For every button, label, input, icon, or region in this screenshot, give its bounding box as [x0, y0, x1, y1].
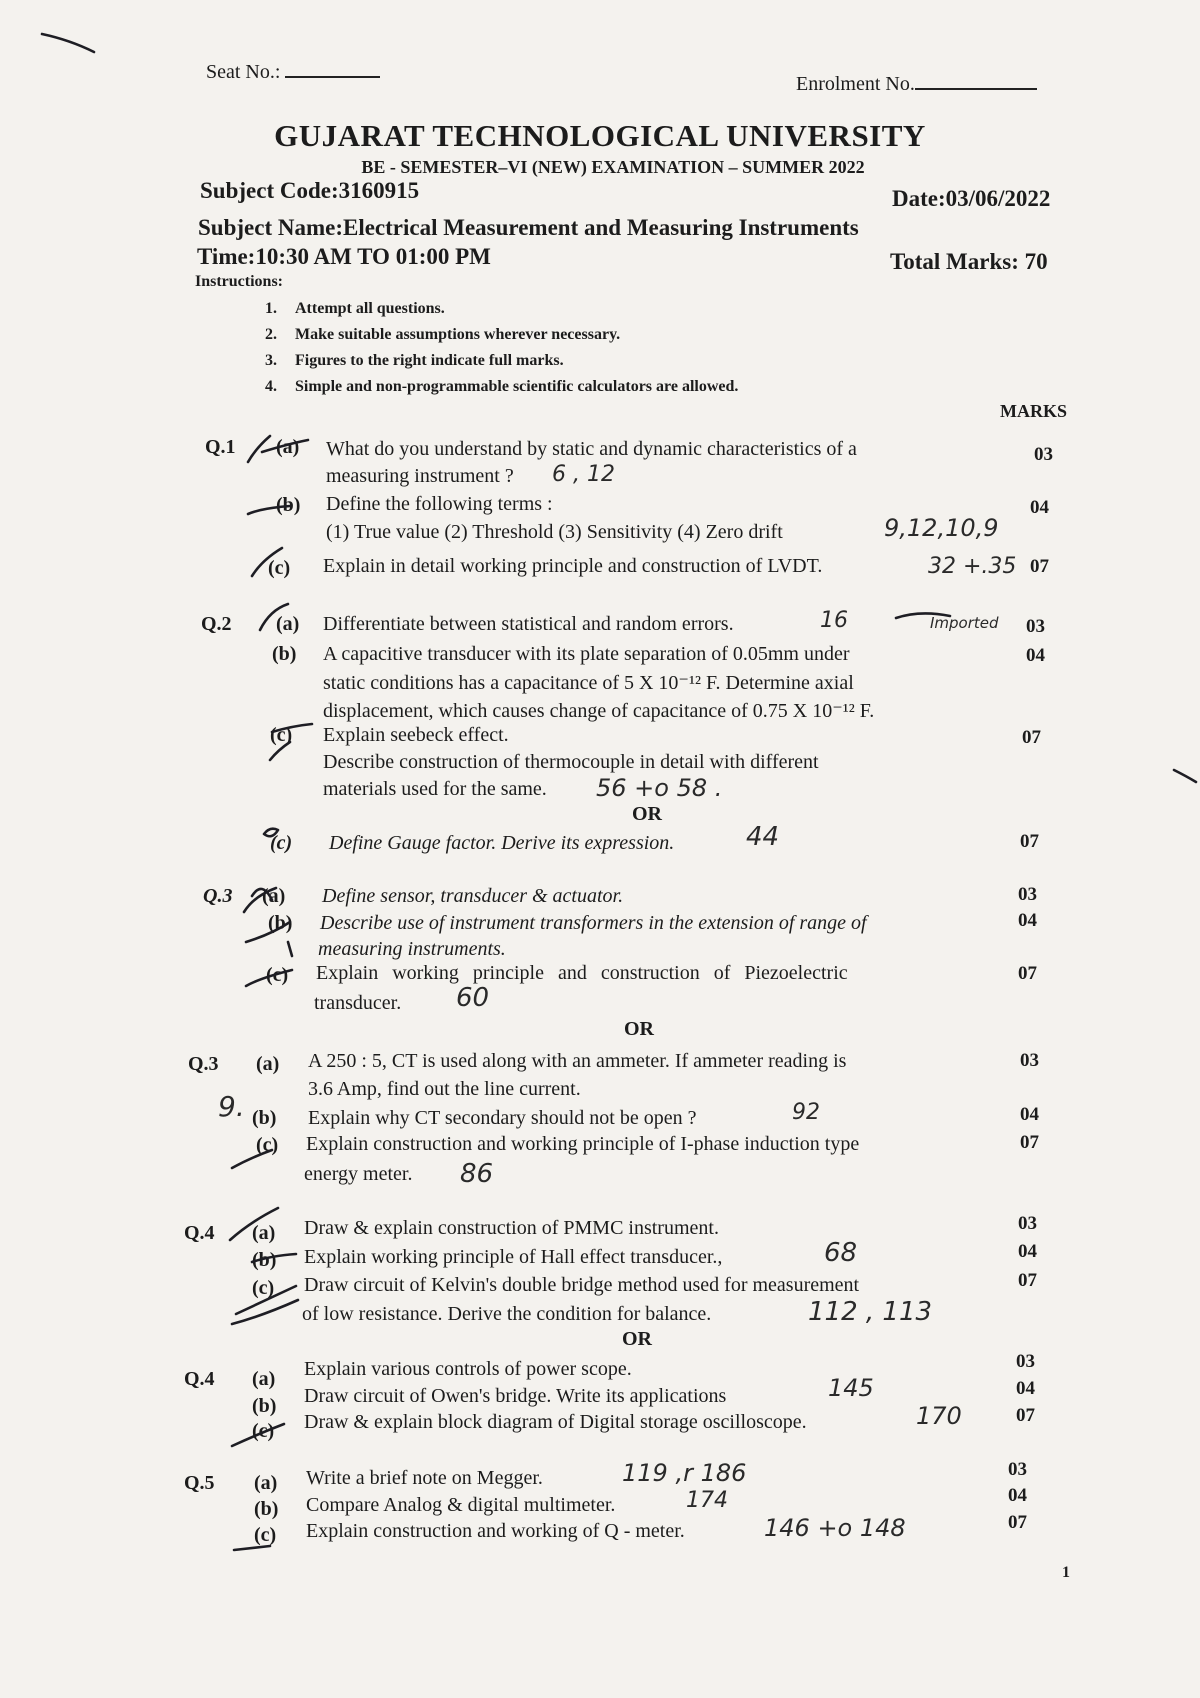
- handwritten-note: 32 +.35: [928, 554, 1017, 579]
- subquestion-label: (c): [270, 832, 293, 854]
- subquestion-label: (a): [256, 1053, 280, 1075]
- handwritten-note: 92: [792, 1100, 820, 1125]
- or-separator: OR: [632, 803, 662, 825]
- enrolment-number-field: [796, 70, 1037, 96]
- question-marks: 07: [1020, 831, 1039, 852]
- question-marks: 04: [1018, 1241, 1037, 1262]
- handwritten-note: 145: [828, 1374, 874, 1402]
- question-marks: 03: [1008, 1459, 1027, 1480]
- seat-blank: [285, 58, 380, 78]
- subquestion-label: (a): [252, 1222, 276, 1244]
- subquestion-label: (b): [276, 494, 301, 516]
- handwritten-note: 6 , 12: [552, 462, 615, 487]
- handwritten-note: 60: [456, 983, 490, 1013]
- question-marks: 03: [1034, 444, 1053, 465]
- question-text: Explain various controls of power scope.: [304, 1358, 632, 1380]
- question-text: materials used for the same.: [323, 778, 547, 800]
- question-marks: 03: [1018, 1213, 1037, 1234]
- handwritten-note: Imported: [930, 614, 999, 632]
- question-text: displacement, which causes change of capacitance of 0.75 X 10⁻¹² F.: [323, 700, 875, 722]
- instruction-number: 4.: [265, 378, 277, 395]
- question-marks: 04: [1030, 497, 1049, 518]
- page-number: 1: [1062, 1564, 1070, 1581]
- enrolment-label: Enrolment No.: [796, 73, 915, 95]
- question-marks: 03: [1026, 616, 1045, 637]
- question-label: Q.2: [201, 613, 232, 635]
- question-marks: 07: [1018, 963, 1037, 984]
- subject-code: Subject Code:3160915: [200, 178, 420, 203]
- subquestion-label: (c): [254, 1524, 277, 1546]
- subject-name: Subject Name:Electrical Measurement and Measuring Instruments: [198, 215, 859, 240]
- handwritten-note: 9.: [218, 1090, 245, 1123]
- question-text: Explain why CT secondary should not be open ?: [308, 1107, 697, 1129]
- subquestion-label: (a): [276, 436, 300, 458]
- question-text: Define the following terms :: [326, 493, 553, 515]
- question-marks: 03: [1018, 884, 1037, 905]
- or-separator: OR: [622, 1328, 652, 1350]
- instruction-item: [265, 326, 620, 344]
- question-text: Draw circuit of Kelvin's double bridge method used for measurement: [304, 1274, 860, 1296]
- question-label: Q.5: [184, 1472, 215, 1494]
- instruction-text: Make suitable assumptions wherever necessary.: [295, 326, 621, 343]
- question-label: Q.3: [203, 885, 233, 907]
- subquestion-label: (c): [268, 557, 291, 579]
- question-text: static conditions has a capacitance of 5 X 10⁻¹² F. Determine axial: [323, 672, 854, 694]
- question-text: Explain construction and working of Q - meter.: [306, 1520, 685, 1542]
- question-text: of low resistance. Derive the condition for balance.: [302, 1303, 712, 1325]
- question-text: Differentiate between statistical and random errors.: [323, 613, 734, 635]
- question-text: (1) True value (2) Threshold (3) Sensitivity (4) Zero drift: [326, 521, 783, 543]
- seat-number-field: [206, 58, 380, 84]
- instruction-item: [265, 378, 738, 396]
- instruction-text: Simple and non-programmable scientific calculators are allowed.: [295, 378, 739, 395]
- question-marks: 07: [1022, 727, 1041, 748]
- question-marks: 03: [1020, 1050, 1039, 1071]
- subquestion-label: (c): [252, 1420, 275, 1442]
- question-text: measuring instruments.: [318, 938, 506, 960]
- subquestion-label: (b): [268, 912, 293, 934]
- question-marks: 07: [1030, 556, 1049, 577]
- subquestion-label: (c): [252, 1277, 275, 1299]
- question-text: Explain in detail working principle and construction of LVDT.: [323, 555, 823, 577]
- subquestion-label: (b): [252, 1107, 277, 1129]
- subquestion-label: (b): [252, 1249, 277, 1271]
- total-marks: Total Marks: 70: [890, 249, 1048, 274]
- instruction-number: 2.: [265, 326, 277, 343]
- question-marks: 04: [1016, 1378, 1035, 1399]
- handwritten-note: 174: [686, 1488, 728, 1513]
- instruction-number: 1.: [265, 300, 277, 317]
- question-text: A capacitive transducer with its plate separation of 0.05mm under: [323, 643, 850, 665]
- subquestion-label: (a): [252, 1368, 276, 1390]
- subquestion-label: (a): [262, 885, 286, 907]
- handwritten-note: 9,12,10,9: [884, 514, 999, 542]
- question-text: Write a brief note on Megger.: [306, 1467, 543, 1489]
- subquestion-label: (a): [254, 1472, 278, 1494]
- question-text: Explain seebeck effect.: [323, 724, 509, 746]
- question-text: Explain working principle of Hall effect transducer.,: [304, 1246, 723, 1268]
- question-text: Describe use of instrument transformers in the extension of range of: [320, 912, 867, 934]
- question-text: Compare Analog & digital multimeter.: [306, 1494, 616, 1516]
- subquestion-label: (c): [266, 964, 289, 986]
- handwritten-note: 146 +o 148: [764, 1514, 906, 1542]
- marks-column-heading: MARKS: [1000, 401, 1067, 421]
- subquestion-label: (b): [252, 1395, 277, 1417]
- question-text: Draw & explain construction of PMMC instrument.: [304, 1217, 719, 1239]
- question-marks: 04: [1026, 645, 1045, 666]
- question-text: Explain working principle and construction of Piezoelectric: [316, 962, 848, 984]
- or-separator: OR: [624, 1018, 654, 1040]
- question-text: What do you understand by static and dynamic characteristics of a: [326, 438, 857, 460]
- exam-time: Time:10:30 AM TO 01:00 PM: [197, 244, 491, 269]
- instructions-heading: Instructions:: [195, 273, 284, 290]
- question-text: measuring instrument ?: [326, 465, 514, 487]
- subquestion-label: (c): [270, 724, 293, 746]
- question-label: Q.4: [184, 1222, 215, 1244]
- question-marks: 07: [1018, 1270, 1037, 1291]
- instruction-text: Attempt all questions.: [295, 300, 445, 317]
- question-text: 3.6 Amp, find out the line current.: [308, 1078, 581, 1100]
- question-label: Q.3: [188, 1053, 219, 1075]
- question-text: Draw & explain block diagram of Digital storage oscilloscope.: [304, 1411, 807, 1433]
- enrolment-blank: [915, 70, 1037, 90]
- instruction-item: [265, 352, 564, 370]
- university-title: GUJARAT TECHNOLOGICAL UNIVERSITY: [274, 118, 926, 153]
- handwritten-note: 44: [746, 822, 780, 852]
- question-label: Q.1: [205, 436, 236, 458]
- question-marks: 07: [1020, 1132, 1039, 1153]
- question-marks: 04: [1018, 910, 1037, 931]
- question-text: Draw circuit of Owen's bridge. Write its applications: [304, 1385, 727, 1407]
- question-text: transducer.: [314, 992, 402, 1014]
- handwritten-note: 119 ,r 186: [622, 1459, 747, 1487]
- corner-pen-stroke: [42, 34, 94, 52]
- question-marks: 04: [1008, 1485, 1027, 1506]
- question-marks: 03: [1016, 1351, 1035, 1372]
- question-text: Explain construction and working principle of I-phase induction type: [306, 1133, 860, 1155]
- handwritten-note: 86: [460, 1159, 494, 1189]
- instruction-number: 3.: [265, 352, 277, 369]
- exam-title: BE - SEMESTER–VI (NEW) EXAMINATION – SUMMER 2022: [361, 157, 865, 177]
- question-marks: 07: [1016, 1405, 1035, 1426]
- instruction-text: Figures to the right indicate full marks.: [295, 352, 564, 369]
- subquestion-label: (a): [276, 613, 300, 635]
- instruction-item: [265, 300, 445, 318]
- question-text: Define sensor, transducer & actuator.: [322, 885, 624, 907]
- handwritten-note: 68: [824, 1238, 858, 1268]
- question-text: Describe construction of thermocouple in detail with different: [323, 751, 819, 773]
- seat-label: Seat No.:: [206, 61, 281, 83]
- question-marks: 04: [1020, 1104, 1039, 1125]
- subquestion-label: (b): [272, 643, 297, 665]
- handwritten-note: 16: [820, 608, 848, 633]
- handwritten-note: 170: [916, 1402, 962, 1430]
- subquestion-label: (c): [256, 1134, 279, 1156]
- question-text: A 250 : 5, CT is used along with an ammeter. If ammeter reading is: [308, 1050, 847, 1072]
- exam-date: Date:03/06/2022: [892, 186, 1051, 211]
- edge-mark: [1174, 770, 1196, 782]
- handwritten-note: 112 , 113: [808, 1297, 933, 1327]
- question-text: Define Gauge factor. Derive its expression.: [329, 832, 675, 854]
- question-marks: 07: [1008, 1512, 1027, 1533]
- handwritten-note: 56 +o 58 .: [596, 774, 723, 802]
- subquestion-label: (b): [254, 1498, 279, 1520]
- question-label: Q.4: [184, 1368, 215, 1390]
- question-text: energy meter.: [304, 1163, 413, 1185]
